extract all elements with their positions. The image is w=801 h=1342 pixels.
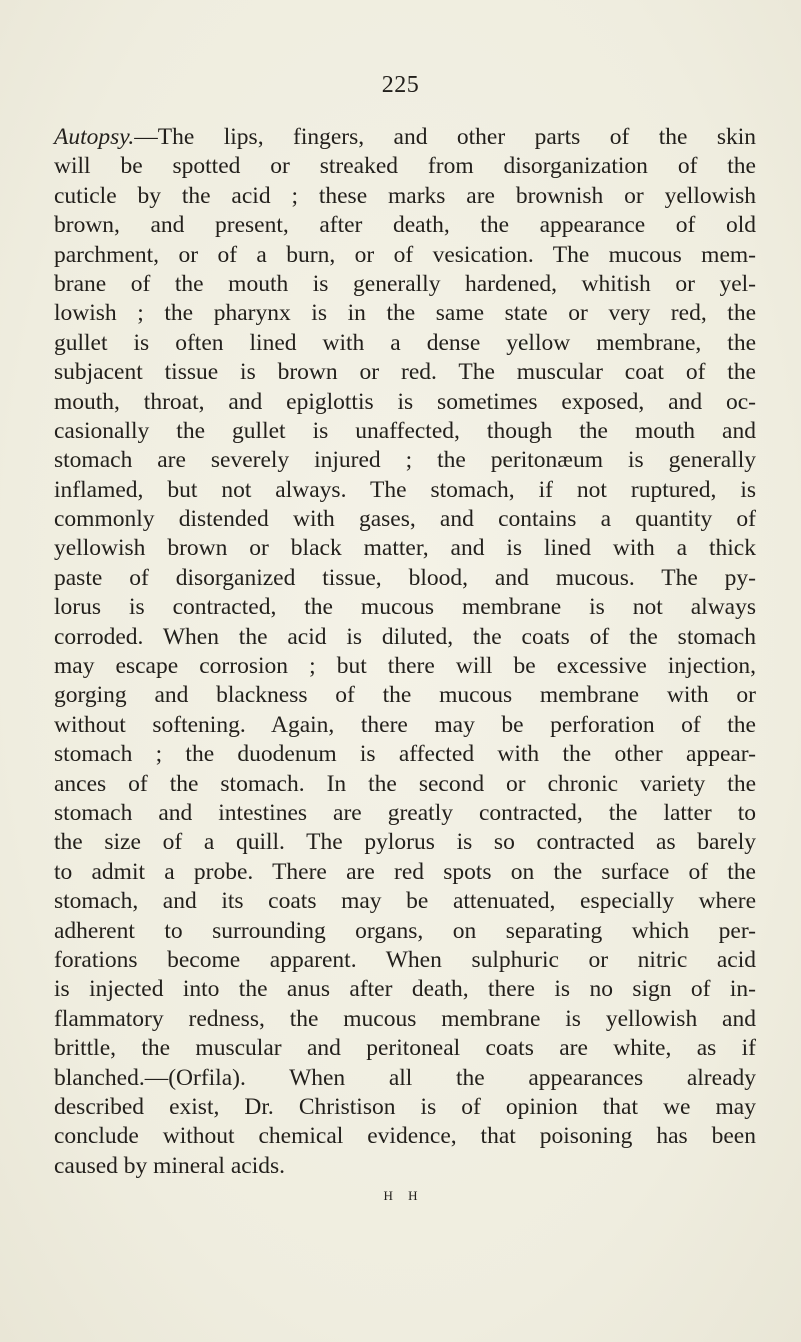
text-line: adherent to surrounding organs, on separating which per- [54, 917, 756, 944]
text-line: brane of the mouth is generally hardened, whitish or yel- [54, 270, 756, 297]
text-line: may escape corrosion ; but there will be excessive injection, [54, 653, 756, 680]
text-line: forations become apparent. When sulphuric or nitric acid [54, 946, 756, 973]
text-line: stomach, and its coats may be attenuated, especially where [54, 888, 756, 915]
signature-mark: H H [383, 1188, 424, 1203]
text-line: to admit a probe. There are red spots on the surface of the [54, 858, 756, 885]
page-number: 225 [381, 72, 420, 98]
text-line: caused by mineral acids. [54, 1152, 285, 1179]
text-line: corroded. When the acid is diluted, the coats of the stomach [54, 623, 756, 650]
text-line: conclude without chemical evidence, that poisoning has been [54, 1123, 756, 1150]
text-line: paste of disorganized tissue, blood, and mucous. The py- [54, 564, 756, 591]
text-line: inflamed, but not always. The stomach, if not ruptured, is [54, 476, 756, 503]
text-line: casionally the gullet is unaffected, though the mouth and [54, 417, 756, 444]
text-line: lowish ; the pharynx is in the same state or very red, the [54, 300, 756, 327]
text-line: described exist, Dr. Christison is of opinion that we may [54, 1093, 756, 1120]
text-line: subjacent tissue is brown or red. The muscular coat of the [54, 359, 756, 386]
text-line: brittle, the muscular and peritoneal coats are white, as if [54, 1035, 756, 1062]
text-line: blanched.—(Orfila). When all the appearances already [54, 1064, 756, 1091]
text-line: stomach are severely injured ; the peritonæum is generally [54, 447, 756, 474]
text-line-content: —The lips, fingers, and other parts of the skin [134, 124, 756, 150]
text-line: brown, and present, after death, the appearance of old [54, 212, 756, 239]
text-line: lorus is contracted, the mucous membrane is not always [54, 594, 756, 621]
text-line: mouth, throat, and epiglottis is sometimes exposed, and oc- [54, 388, 756, 415]
body-text [54, 123, 756, 1181]
text-line: yellowish brown or black matter, and is lined with a thick [54, 535, 756, 562]
text-line: cuticle by the acid ; these marks are brownish or yellowish [54, 182, 756, 209]
text-line: the size of a quill. The pylorus is so contracted as barely [54, 829, 756, 856]
text-line: without softening. Again, there may be perforation of the [54, 711, 756, 738]
section-heading-autopsy: Autopsy. [54, 124, 135, 150]
text-line: gullet is often lined with a dense yellow membrane, the [54, 329, 756, 356]
text-line [54, 123, 756, 152]
text-line: flammatory redness, the mucous membrane is yellowish and [54, 1005, 756, 1032]
text-line: is injected into the anus after death, there is no sign of in- [54, 976, 756, 1003]
text-line: gorging and blackness of the mucous membrane with or [54, 682, 756, 709]
text-line: stomach and intestines are greatly contracted, the latter to [54, 799, 756, 826]
text-line: ances of the stomach. In the second or chronic variety the [54, 770, 756, 797]
text-line: commonly distended with gases, and contains a quantity of [54, 506, 756, 533]
text-line: parchment, or of a burn, or of vesication. The mucous mem- [54, 241, 756, 268]
text-line: will be spotted or streaked from disorganization of the [54, 153, 756, 180]
text-line: stomach ; the duodenum is affected with the other appear- [54, 741, 756, 768]
